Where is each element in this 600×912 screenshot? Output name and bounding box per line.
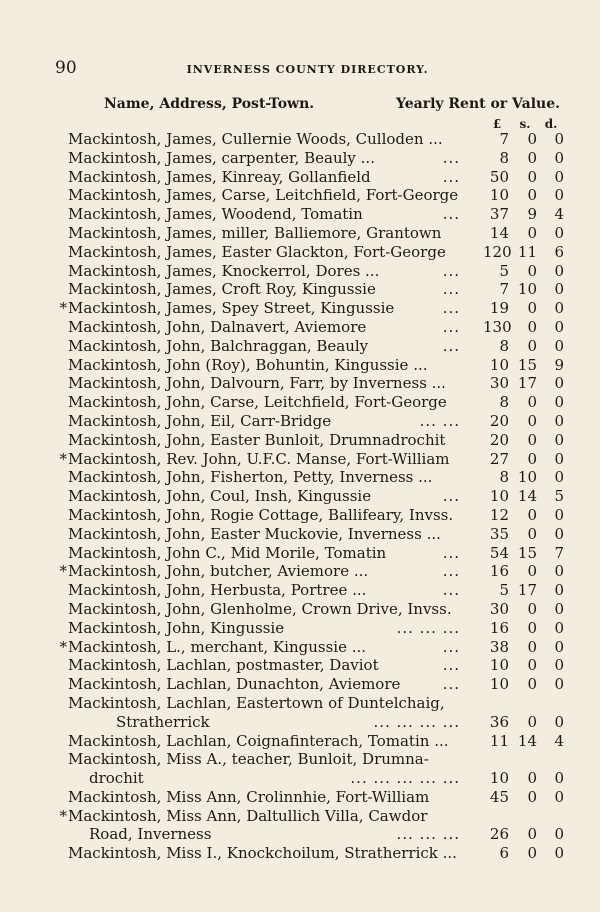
entry-text: Mackintosh, Lachlan, postmaster, Daviot <box>68 656 379 675</box>
entry-text: Mackintosh, James, Woodend, Tomatin <box>68 205 363 224</box>
entry-pence: 0 <box>554 393 564 412</box>
entry-shillings: 0 <box>527 562 537 581</box>
entry-pounds: 8 <box>499 148 509 167</box>
entry-shillings: 0 <box>527 261 537 280</box>
entry-leader: ... ... ... <box>396 825 460 844</box>
entry-pence: 0 <box>554 261 564 280</box>
entry-pounds: 10 <box>489 769 509 788</box>
entry-pounds: 10 <box>489 186 509 205</box>
page-number: 90 <box>55 58 77 78</box>
entry-shillings: 0 <box>527 618 537 637</box>
entry-pounds: 30 <box>489 374 509 393</box>
entry-shillings: 0 <box>527 449 537 468</box>
entry-text: Mackintosh, John, Kingussie <box>68 618 285 637</box>
entry-text: Mackintosh, James, Cullernie Woods, Culloden ... <box>68 130 443 148</box>
entry-pounds: 54 <box>489 543 509 562</box>
entry-shillings: 0 <box>527 186 537 205</box>
entry-row <box>0 356 600 375</box>
entry-row <box>0 732 600 751</box>
entry-text: Mackintosh, James, Kinreay, Gollanfield <box>68 167 371 186</box>
entry-shillings: 0 <box>527 825 537 844</box>
entry-row <box>0 825 600 844</box>
entry-shillings: 0 <box>527 769 537 788</box>
entry-shillings: 0 <box>527 393 537 412</box>
entry-pence: 0 <box>554 844 564 863</box>
entry-text: Mackintosh, John, Balchraggan, Beauly <box>68 336 369 355</box>
entry-leader: ... <box>442 581 460 600</box>
entry-pounds: 26 <box>489 825 509 844</box>
entry-pounds: 37 <box>489 205 509 224</box>
entry-row <box>0 694 600 713</box>
entry-leader: ... ... ... ... ... <box>350 769 460 788</box>
entry-text: Mackintosh, James, Croft Roy, Kingussie <box>68 280 376 299</box>
entry-pence: 4 <box>554 205 564 224</box>
entry-row <box>0 224 600 243</box>
entry-text: Mackintosh, John, Coul, Insh, Kingussie <box>68 487 372 506</box>
entry-pence: 0 <box>554 336 564 355</box>
entry-pence: 0 <box>554 505 564 524</box>
entry-pence: 0 <box>554 186 564 205</box>
entry-text: Stratherrick <box>116 712 210 731</box>
entry-leader: ... <box>442 637 460 656</box>
entry-row <box>0 619 600 638</box>
entry-row <box>0 750 600 769</box>
entry-pence: 0 <box>554 562 564 581</box>
entry-pence: 5 <box>554 487 564 506</box>
entry-row <box>0 374 600 393</box>
entry-text: Road, Inverness <box>89 825 212 844</box>
entry-pounds: 45 <box>489 787 509 806</box>
entry-shillings: 0 <box>527 148 537 167</box>
entry-row <box>0 431 600 450</box>
entry-pounds: 8 <box>499 393 509 412</box>
shillings-unit: s. <box>519 117 531 131</box>
entry-leader: ... <box>442 167 460 186</box>
entry-shillings: 0 <box>527 599 537 618</box>
entry-shillings: 10 <box>517 280 537 299</box>
entry-pounds: 10 <box>489 675 509 694</box>
entry-leader: ... <box>442 487 460 506</box>
entry-pounds: 5 <box>499 581 509 600</box>
entry-pounds: 38 <box>489 637 509 656</box>
entry-row <box>0 450 600 469</box>
entry-pounds: 5 <box>499 261 509 280</box>
entry-pounds: 120 <box>483 242 512 261</box>
entry-leader: ... ... <box>419 411 460 430</box>
entry-row <box>0 656 600 675</box>
entry-text: Mackintosh, Miss I., Knockchoilum, Stratherrick ... <box>68 844 457 863</box>
entry-text: Mackintosh, James, Spey Street, Kingussie <box>68 299 395 318</box>
entry-shillings: 11 <box>517 242 537 261</box>
entry-row <box>0 506 600 525</box>
entry-pence: 0 <box>554 280 564 299</box>
entry-leader: ... <box>442 543 460 562</box>
entry-pounds: 10 <box>489 487 509 506</box>
entry-pence: 0 <box>554 675 564 694</box>
entry-row <box>0 788 600 807</box>
entry-text: Mackintosh, John, Rogie Cottage, Ballifeary, Invss. <box>68 505 454 524</box>
entry-text: Mackintosh, James, Easter Glackton, Fort-George <box>68 242 446 261</box>
entry-mark: * <box>59 299 67 318</box>
entry-pounds: 20 <box>489 411 509 430</box>
entry-shillings: 0 <box>527 675 537 694</box>
entry-pence: 0 <box>554 825 564 844</box>
entry-shillings: 17 <box>517 374 537 393</box>
entry-pence: 0 <box>554 599 564 618</box>
entry-text: Mackintosh, James, Knockerrol, Dores ... <box>68 261 380 280</box>
entry-row <box>0 337 600 356</box>
entry-pence: 0 <box>554 618 564 637</box>
entry-pence: 4 <box>554 731 564 750</box>
entry-shillings: 0 <box>527 411 537 430</box>
entry-shillings: 0 <box>527 844 537 863</box>
entry-row <box>0 468 600 487</box>
entry-leader: ... <box>442 261 460 280</box>
entry-pounds: 12 <box>489 505 509 524</box>
entry-text: Mackintosh, Rev. John, U.F.C. Manse, Fort-William <box>68 449 450 468</box>
entry-pence: 9 <box>554 355 564 374</box>
entry-leader: ... <box>442 205 460 224</box>
entry-shillings: 0 <box>527 299 537 318</box>
entry-shillings: 0 <box>527 223 537 242</box>
entry-pounds: 8 <box>499 468 509 487</box>
entry-text: Mackintosh, Lachlan, Dunachton, Aviemore <box>68 675 401 694</box>
entry-shillings: 0 <box>527 712 537 731</box>
entry-pounds: 35 <box>489 524 509 543</box>
entry-pounds: 11 <box>489 731 509 750</box>
entry-shillings: 15 <box>517 543 537 562</box>
entry-pence: 0 <box>554 299 564 318</box>
entry-pence: 0 <box>554 449 564 468</box>
entry-row <box>0 299 600 318</box>
entry-pounds: 36 <box>489 712 509 731</box>
entry-row <box>0 769 600 788</box>
entry-row <box>0 186 600 205</box>
entry-leader: ... <box>442 336 460 355</box>
entry-text: Mackintosh, L., merchant, Kingussie ... <box>68 637 367 656</box>
column-headings <box>104 96 560 116</box>
entry-row <box>0 713 600 732</box>
entry-text: Mackintosh, John, Glenholme, Crown Drive, Invss. <box>68 599 452 618</box>
entry-row <box>0 318 600 337</box>
entry-row <box>0 562 600 581</box>
running-head: INVERNESS COUNTY DIRECTORY. <box>186 63 429 76</box>
entry-pence: 7 <box>554 543 564 562</box>
entry-leader: ... <box>442 675 460 694</box>
entry-pence: 0 <box>554 581 564 600</box>
entry-pence: 0 <box>554 769 564 788</box>
entry-pounds: 10 <box>489 355 509 374</box>
entry-shillings: 0 <box>527 524 537 543</box>
entry-shillings: 10 <box>517 468 537 487</box>
entry-pounds: 14 <box>489 223 509 242</box>
entry-leader: ... ... ... <box>396 618 460 637</box>
entry-pence: 0 <box>554 317 564 336</box>
entry-row <box>0 581 600 600</box>
entry-text: Mackintosh, Miss Ann, Crolinnhie, Fort-William <box>68 787 430 806</box>
entry-shillings: 0 <box>527 317 537 336</box>
entry-shillings: 0 <box>527 130 537 148</box>
entry-shillings: 15 <box>517 355 537 374</box>
entry-text: Mackintosh, John, Easter Muckovie, Inverness ... <box>68 524 441 543</box>
entry-row <box>0 262 600 281</box>
entry-pence: 0 <box>554 130 564 148</box>
entry-pounds: 30 <box>489 599 509 618</box>
page-header <box>55 58 560 80</box>
entry-text: Mackintosh, John, Fisherton, Petty, Inverness ... <box>68 468 433 487</box>
entry-text: Mackintosh, Lachlan, Coignafinterach, Tomatin ... <box>68 731 449 750</box>
entry-pence: 0 <box>554 430 564 449</box>
entry-row <box>0 168 600 187</box>
entry-text: Mackintosh, John, Herbusta, Portree ... <box>68 581 367 600</box>
entry-text: Mackintosh, James, carpenter, Beauly ... <box>68 148 375 167</box>
entry-text: Mackintosh, John, butcher, Aviemore ... <box>68 562 369 581</box>
entry-text: Mackintosh, Lachlan, Eastertown of Duntelchaig, <box>68 693 445 712</box>
entry-pounds: 19 <box>489 299 509 318</box>
name-column-heading: Name, Address, Post-Town. <box>104 96 315 112</box>
entry-text: drochit <box>89 769 144 788</box>
entry-leader: ... <box>442 280 460 299</box>
entry-pence: 0 <box>554 223 564 242</box>
entry-text: Mackintosh, James, Carse, Leitchfield, Fort-George <box>68 186 459 205</box>
entry-text: Mackintosh, John (Roy), Bohuntin, Kingussie ... <box>68 355 428 374</box>
entry-row <box>0 844 600 863</box>
entry-pounds: 16 <box>489 618 509 637</box>
entry-leader: ... <box>442 656 460 675</box>
entry-pounds: 7 <box>499 130 509 148</box>
entry-shillings: 0 <box>527 505 537 524</box>
entry-row <box>0 487 600 506</box>
entry-text: Mackintosh, John, Easter Bunloit, Drumnadrochit <box>68 430 446 449</box>
entry-mark: * <box>59 449 67 468</box>
entry-leader: ... <box>442 148 460 167</box>
entry-pence: 0 <box>554 374 564 393</box>
entry-pounds: 50 <box>489 167 509 186</box>
entry-shillings: 0 <box>527 787 537 806</box>
entry-pence: 0 <box>554 411 564 430</box>
entry-leader: ... <box>442 299 460 318</box>
entry-row <box>0 525 600 544</box>
entry-pence: 0 <box>554 656 564 675</box>
entry-row <box>0 807 600 826</box>
entry-shillings: 9 <box>527 205 537 224</box>
entry-row <box>0 638 600 657</box>
entry-shillings: 0 <box>527 336 537 355</box>
entry-row <box>0 675 600 694</box>
entry-mark: * <box>59 562 67 581</box>
entry-pounds: 6 <box>499 844 509 863</box>
entry-row <box>0 280 600 299</box>
entry-pence: 0 <box>554 637 564 656</box>
entry-mark: * <box>59 806 67 825</box>
entry-row <box>0 130 600 149</box>
entry-list <box>0 130 600 863</box>
entry-pounds: 130 <box>483 317 512 336</box>
entry-text: Mackintosh, John C., Mid Morile, Tomatin <box>68 543 387 562</box>
entry-text: Mackintosh, John, Dalvourn, Farr, by Inverness ... <box>68 374 446 393</box>
entry-row <box>0 544 600 563</box>
entry-pence: 0 <box>554 468 564 487</box>
entry-text: Mackintosh, Miss A., teacher, Bunloit, Drumna- <box>68 750 429 769</box>
entry-pence: 0 <box>554 712 564 731</box>
entry-pence: 0 <box>554 787 564 806</box>
entry-row <box>0 243 600 262</box>
entry-pounds: 27 <box>489 449 509 468</box>
entry-pence: 0 <box>554 148 564 167</box>
entry-leader: ... <box>442 562 460 581</box>
entry-pence: 6 <box>554 242 564 261</box>
entry-row <box>0 412 600 431</box>
entry-row <box>0 149 600 168</box>
entry-text: Mackintosh, Miss Ann, Daltullich Villa, Cawdor <box>68 806 428 825</box>
entry-pence: 0 <box>554 167 564 186</box>
entry-leader: ... <box>442 317 460 336</box>
pence-unit: d. <box>544 117 558 131</box>
entry-shillings: 0 <box>527 167 537 186</box>
entry-row <box>0 393 600 412</box>
entry-shillings: 14 <box>517 487 537 506</box>
value-column-heading: Yearly Rent or Value. <box>395 96 560 112</box>
entry-text: Mackintosh, John, Carse, Leitchfield, Fort-George <box>68 393 447 412</box>
entry-text: Mackintosh, James, miller, Balliemore, Grantown <box>68 223 442 242</box>
entry-pounds: 16 <box>489 562 509 581</box>
entry-text: Mackintosh, John, Dalnavert, Aviemore <box>68 317 367 336</box>
entry-shillings: 0 <box>527 637 537 656</box>
entry-mark: * <box>59 637 67 656</box>
pounds-unit: £ <box>492 117 502 131</box>
entry-row <box>0 205 600 224</box>
entry-pounds: 8 <box>499 336 509 355</box>
entry-shillings: 14 <box>517 731 537 750</box>
entry-pence: 0 <box>554 524 564 543</box>
entry-pounds: 10 <box>489 656 509 675</box>
entry-pounds: 20 <box>489 430 509 449</box>
entry-shillings: 0 <box>527 430 537 449</box>
entry-pounds: 7 <box>499 280 509 299</box>
entry-leader: ... ... ... ... <box>373 712 460 731</box>
entry-text: Mackintosh, John, Eil, Carr-Bridge <box>68 411 332 430</box>
entry-shillings: 17 <box>517 581 537 600</box>
entry-shillings: 0 <box>527 656 537 675</box>
entry-row <box>0 600 600 619</box>
